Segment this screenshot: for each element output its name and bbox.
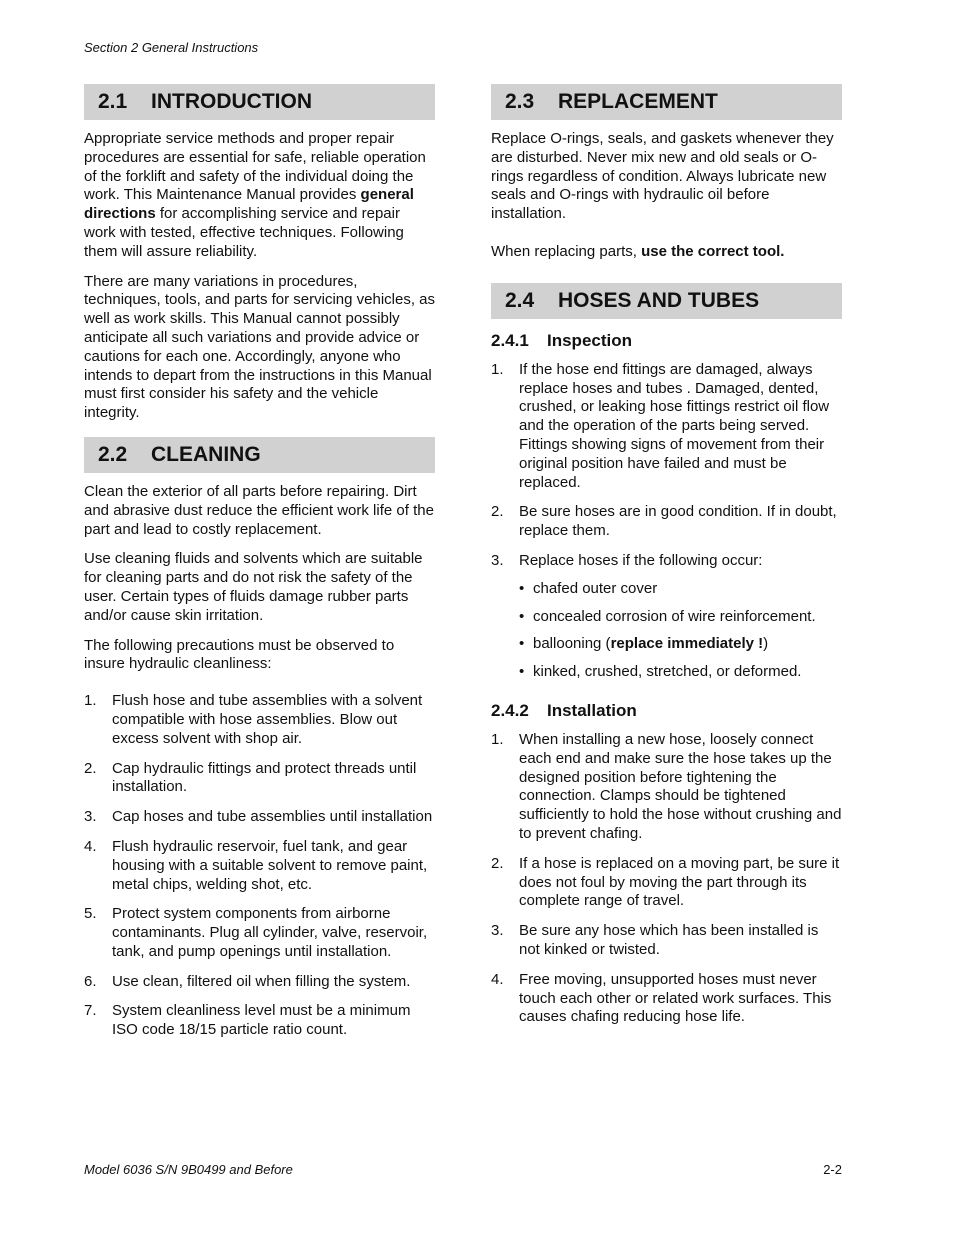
section-title: HOSES AND TUBES bbox=[558, 288, 760, 312]
section-number: 2.4 bbox=[505, 288, 535, 312]
subsection-title: Inspection bbox=[547, 330, 633, 350]
list-item bbox=[84, 760, 435, 798]
item-number: 4. bbox=[84, 837, 97, 855]
section-title: REPLACEMENT bbox=[558, 90, 718, 113]
list-item bbox=[491, 922, 842, 960]
section-heading-cleaning bbox=[84, 437, 435, 473]
bullet-item bbox=[491, 608, 842, 627]
bullet-text: kinked, crushed, stretched, or deformed. bbox=[533, 663, 802, 681]
section-title: INTRODUCTION bbox=[151, 90, 312, 113]
list-item bbox=[84, 808, 435, 827]
list-item bbox=[84, 905, 435, 961]
item-text: System cleanliness level must be a minimum ISO code 18/15 particle ratio count. bbox=[112, 1002, 411, 1039]
item-text: Cap hydraulic fittings and protect threads until installation. bbox=[112, 759, 417, 796]
section-heading-introduction bbox=[84, 84, 435, 120]
item-number: 2. bbox=[491, 854, 504, 872]
running-head: Section 2 General Instructions bbox=[84, 40, 259, 55]
bullet-item bbox=[491, 663, 842, 682]
list-item bbox=[491, 855, 842, 911]
item-number: 2. bbox=[84, 759, 97, 777]
bullet-icon: • bbox=[519, 607, 525, 625]
list-item bbox=[84, 692, 435, 748]
footer-model: Model 6036 S/N 9B0499 and Before bbox=[84, 1162, 293, 1177]
item-text: Free moving, unsupported hoses must never touch each other or related work surfaces. This causes chafing reducing hose life. bbox=[519, 970, 832, 1026]
intro-paragraph-2: There are many variations in procedures, techniques, tools, and parts for servicing vehicles, as well as work skills. This Manual cannot possibly anticipate all such variations and provide advice or cautions for each one. Accordingly, anyone who intends to depart from the instructions in this Manual must first consider his safety and the vehicle integrity. bbox=[84, 272, 436, 422]
section-title: CLEANING bbox=[151, 442, 261, 466]
item-number: 5. bbox=[84, 905, 97, 923]
subsection-title: Installation bbox=[547, 700, 637, 720]
bold-text: replace immediately ! bbox=[610, 635, 764, 653]
bold-text: use the correct tool. bbox=[641, 242, 785, 260]
bullet-text: ) bbox=[763, 635, 769, 653]
bullet-icon: • bbox=[519, 663, 525, 681]
item-number: 3. bbox=[491, 551, 504, 569]
item-text: Flush hose and tube assemblies with a solvent compatible with hose assemblies. Blow out excess solvent with shop air. bbox=[112, 692, 423, 747]
item-text: Cap hoses and tube assemblies until installation bbox=[112, 808, 433, 826]
cleaning-precautions-list bbox=[84, 692, 435, 1040]
bullet-text: ballooning ( bbox=[533, 635, 611, 653]
bullet-text: chafed outer cover bbox=[533, 579, 658, 597]
item-number: 6. bbox=[84, 972, 97, 990]
bullet-item bbox=[491, 580, 842, 599]
subsection-number: 2.4.2 bbox=[491, 700, 529, 720]
installation-list bbox=[491, 731, 842, 1027]
item-text: Be sure hoses are in good condition. If in doubt, replace them. bbox=[519, 503, 837, 540]
item-text: When installing a new hose, loosely connect each end and make sure the hose takes up the designed position before tightening the connection. Clamps should be tightened sufficiently to hold the hose without crushing and to prevent chafing. bbox=[519, 730, 842, 842]
page-number: 2-2 bbox=[823, 1162, 842, 1177]
section-number: 2.1 bbox=[98, 90, 128, 113]
bullet-icon: • bbox=[519, 579, 525, 597]
item-text: Use clean, filtered oil when filling the system. bbox=[112, 972, 411, 990]
inspection-list bbox=[491, 361, 842, 571]
hose-condition-bullets bbox=[491, 580, 842, 682]
item-number: 3. bbox=[491, 922, 504, 940]
bold-text: general directions bbox=[84, 186, 414, 223]
item-number: 4. bbox=[491, 970, 504, 988]
item-number: 7. bbox=[84, 1002, 97, 1020]
list-item bbox=[491, 552, 842, 571]
item-text: Replace hoses if the following occur: bbox=[519, 551, 763, 569]
list-item bbox=[84, 838, 435, 894]
item-text: Be sure any hose which has been installed is not kinked or twisted. bbox=[519, 922, 819, 958]
list-item bbox=[491, 971, 842, 1027]
list-item bbox=[84, 973, 435, 992]
section-heading-replacement bbox=[491, 84, 842, 120]
bullet-text: concealed corrosion of wire reinforcement. bbox=[533, 607, 816, 625]
right-column bbox=[491, 84, 842, 1038]
subsection-number: 2.4.1 bbox=[491, 330, 529, 350]
list-item bbox=[491, 731, 842, 844]
item-text: Protect system components from airborne contaminants. Plug all cylinder, valve, reservoir, tank, and pump openings until installation. bbox=[112, 905, 428, 960]
section-heading-hoses-and-tubes bbox=[491, 283, 842, 319]
section-number: 2.2 bbox=[98, 442, 128, 466]
list-item bbox=[491, 361, 842, 493]
item-text: If a hose is replaced on a moving part, be sure it does not foul by moving the part through its complete range of travel. bbox=[519, 854, 840, 910]
item-text: Flush hydraulic reservoir, fuel tank, and gear housing with a suitable solvent to remove paint, metal chips, welding shot, etc. bbox=[112, 837, 428, 893]
bullet-icon: • bbox=[519, 635, 525, 653]
item-text: If the hose end fittings are damaged, always replace hoses and tubes . Damaged, dented, crushed, or leaking hose fittings restrict oil flow and the operation of the parts being served. Fittings showing signs of movement from their original position have failed and must be replaced. bbox=[519, 360, 830, 491]
section-number: 2.3 bbox=[505, 90, 535, 113]
subsection-heading-inspection bbox=[491, 331, 842, 351]
item-number: 1. bbox=[491, 730, 504, 748]
replacement-paragraph-2 bbox=[491, 243, 842, 262]
replacement-paragraph-1: Replace O-rings, seals, and gaskets whenever they are disturbed. Never mix new and old seals or O-rings regardless of condition. Always lubricate new seals and O-rings with hydraulic oil before installation. bbox=[491, 130, 834, 223]
item-number: 2. bbox=[491, 503, 504, 521]
cleaning-paragraph-2: Use cleaning fluids and solvents which are suitable for cleaning parts and do not risk the safety of the user. Certain types of fluids damage rubber parts and/or cause skin irritation. bbox=[84, 550, 423, 624]
intro-paragraph-1 bbox=[84, 130, 435, 262]
subsection-heading-installation bbox=[491, 701, 842, 721]
item-number: 1. bbox=[84, 692, 97, 710]
text-run: Appropriate service methods and proper repair procedures are essential for safe, reliable operation of the forklift and safety of the individual doing the work. This Maintenance Manual provides bbox=[84, 130, 426, 204]
list-item bbox=[84, 1002, 435, 1040]
text-run: for accomplishing service and repair work with tested, effective techniques. Following them will assure reliability. bbox=[84, 205, 404, 260]
cleaning-paragraph-1: Clean the exterior of all parts before repairing. Dirt and abrasive dust reduce the efficient work life of the part and lead to costly replacement. bbox=[84, 482, 434, 538]
list-item bbox=[491, 503, 842, 541]
bullet-item bbox=[491, 635, 842, 654]
item-number: 1. bbox=[491, 360, 504, 378]
left-column bbox=[84, 84, 435, 1051]
cleaning-paragraph-3: The following precautions must be observed to insure hydraulic cleanliness: bbox=[84, 636, 395, 673]
item-number: 3. bbox=[84, 808, 97, 826]
text-run: When replacing parts, bbox=[491, 242, 642, 260]
